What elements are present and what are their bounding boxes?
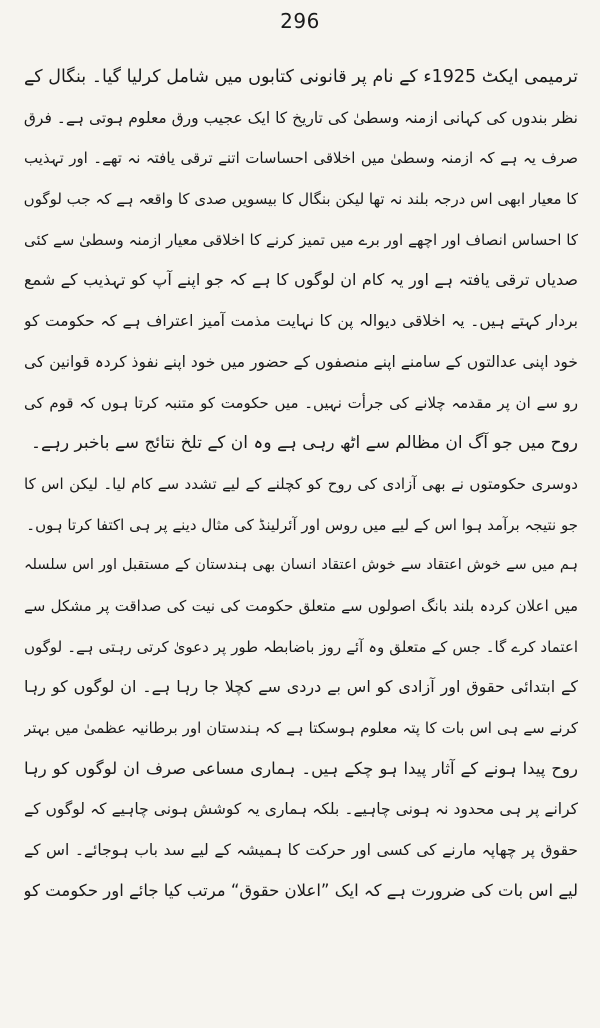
text-line: جو نتیجہ برآمد ہوا اس کے لیے میں روس اور آئرلینڈ کی مثال دینے پر ہی اکتفا کرتا ہوں۔: [26, 515, 578, 534]
text-line: کا احساس انصاف اور اچھے اور برے میں تمیز کرنے کا اخلاقی معیار ازمنہ وسطیٰ سے کئی: [24, 230, 578, 249]
text-line: بردار کہتے ہیں۔ یہ اخلاقی دیوالہ پن کا نہایت مذمت آمیز اعتراف ہے کہ حکومت کو: [24, 312, 578, 331]
text-line: کرنے سے ہی اس بات کا پتہ معلوم ہوسکتا ہے کہ ہندستان اور برطانیہ عظمیٰ میں بہتر: [24, 719, 578, 737]
text-line: روح میں جو آگ ان مظالم سے اٹھ رہی ہے وہ ان کے تلخ نتائج سے باخبر رہے۔: [31, 433, 578, 454]
text-line: لیے اس بات کی ضرورت ہے کہ ایک ”اعلان حقوق“ مرتب کیا جائے اور حکومت کو: [24, 880, 578, 900]
text-line: کرانے پر ہی محدود نہ ہونی چاہیے۔ بلکہ ہماری یہ کوشش ہونی چاہیے کہ لوگوں کے: [24, 800, 578, 819]
text-line: اعتماد کرے گا۔ جس کے متعلق وہ آئے روز باضابطہ طور پر دعویٰ کرتی رہتی ہے۔ لوگوں: [24, 637, 578, 656]
text-line: ترمیمی ایکٹ 1925ء کے نام پر قانونی کتابوں میں شامل کرلیا گیا۔ بنگال کے: [24, 67, 578, 87]
text-line: کا معیار ابھی اس درجہ بلند نہ تھا لیکن بنگال کا بیسویں صدی کا واقعہ ہے کہ جب لوگوں: [24, 190, 578, 209]
text-line: حقوق پر چھاپہ مارنے کی کسی اور حرکت کا ہمیشہ کے لیے سد باب ہوجائے۔ اس کے: [24, 841, 578, 860]
text-line: رو سے ان پر مقدمہ چلانے کی جرأت نہیں۔ میں حکومت کو متنبہ کرتا ہوں کہ قوم کی: [24, 393, 578, 412]
text-line: صدیاں ترقی یافتہ ہے اور یہ کام ان لوگوں کا ہے کہ جو اپنے آپ کو تہذیب کے شمع: [24, 270, 578, 290]
text-line: نظر بندوں کی کہانی ازمنہ وسطیٰ کی تاریخ کا ایک عجیب ورق معلوم ہوتی ہے۔ فرق: [24, 108, 578, 127]
text-line: کے ابتدائی حقوق اور آزادی کو اس بے دردی سے کچلا جا رہا ہے۔ ان لوگوں کو رہا: [24, 677, 578, 697]
body-text: [24, 57, 578, 911]
text-line: میں اعلان کردہ بلند بانگ اصولوں سے متعلق حکومت کی نیت کی صداقت پر مشکل سے: [24, 596, 578, 615]
text-line: خود اپنی عدالتوں کے سامنے اپنے منصفوں کے حضور میں خود اپنے نفوذ کردہ قوانین کی: [24, 352, 578, 371]
page-number: 296: [280, 9, 320, 33]
text-line: صرف یہ ہے کہ ازمنہ وسطیٰ میں اخلاقی احساسات اتنے ترقی یافتہ نہ تھے۔ اور تہذیب: [24, 149, 578, 168]
text-line: روح پیدا ہونے کے آثار پیدا ہو چکے ہیں۔ ہماری مساعی صرف ان لوگوں کو رہا: [24, 758, 578, 778]
text-line: ہم میں سے خوش اعتقاد سے خوش اعتقاد انسان بھی ہندستان کے مستقبل اور اس سلسلہ: [24, 557, 578, 574]
text-line: دوسری حکومتوں نے بھی آزادی کی روح کو کچلنے کے لیے تشدد سے کام لیا۔ لیکن اس کا: [24, 474, 578, 493]
